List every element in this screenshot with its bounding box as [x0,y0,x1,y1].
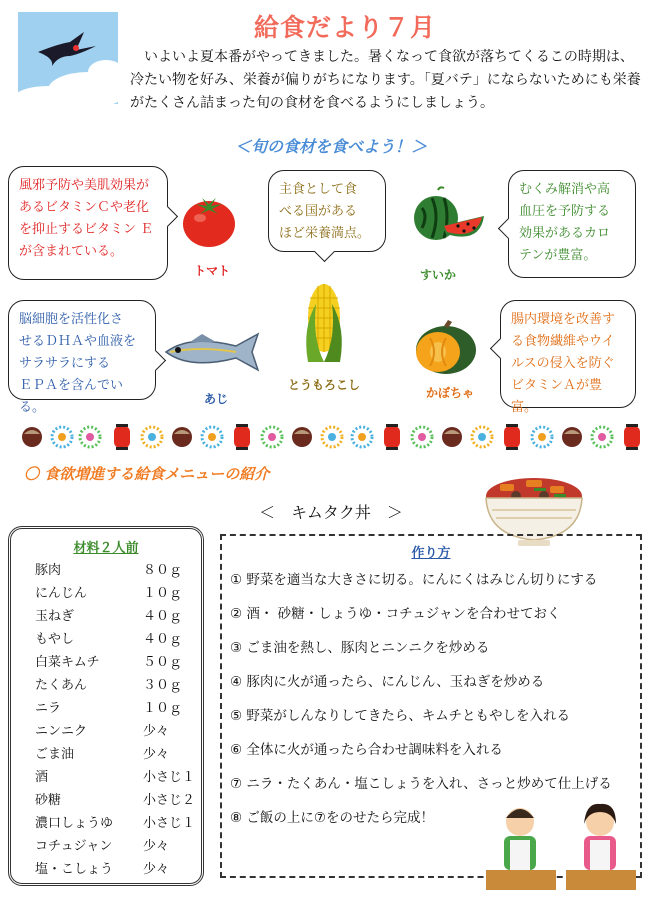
recipe-step: ⑦ ニラ・たくあん・塩こしょうを入れ、さっと炒めて仕上げる [230,776,612,792]
recipe-step: ⑧ ご飯の上に⑦をのせたら完成！ [230,810,434,826]
border-fireworks-icon [142,427,162,447]
bubble-line: ほど栄養満点。 [279,226,371,241]
border-fireworks-icon [532,427,552,447]
intro-line: がたくさん詰まった旬の食材を食べるようにしましょう。 [130,95,494,111]
ingredient-row [35,858,205,877]
ingredient-row [35,766,205,785]
newsletter-title: 給食だより７月 [253,13,436,42]
corn-bubble [268,170,386,252]
ingredient-amount: ４０ｇ [143,632,183,647]
border-fireworks-icon [592,427,612,447]
menu-heading: 〇 食欲増進する給食メニューの紹介 [24,465,270,483]
corn-label: とうもろこし [288,378,361,392]
bubble-line: せるＤＨＡや血液を [19,334,137,349]
watermelon-label: すいか [420,268,457,282]
ingredient-row [35,628,205,647]
border-fireworks-icon [412,427,432,447]
ingredient-name: コチュジャン [35,839,113,854]
bubble-line: 主食として食 [279,182,358,197]
bubble-line: を抑止するビタミン Ｅ [19,222,154,237]
border-chestnut-icon [172,427,192,447]
ingredient-name: 白菜キムチ [35,655,100,670]
ingredient-amount: ５０ｇ [143,655,183,670]
bubble-line: ＥＰＡを含んでいる。 [19,378,124,415]
recipe-step: ⑥ 全体に火が通ったら合わせ調味料を入れる [230,742,503,758]
tomato-label: トマト [194,264,231,278]
aji-label: あじ [204,392,229,406]
ingredient-row [35,789,205,808]
watermelon-icon [410,186,486,248]
ingredient-row [35,697,205,716]
tomato-icon [180,192,238,250]
ingredient-name: もやし [35,632,75,647]
border-fireworks-icon [262,427,282,447]
recipe-step: ② 酒・ 砂糖・しょうゆ・コチュジャンを合わせておく [230,606,561,622]
ingredient-name: ごま油 [35,747,75,762]
pumpkin-icon [408,316,478,376]
dish-title: ＜ キムタク丼 ＞ [259,503,403,522]
bubble-line: 腸内環境を改善す [511,312,616,327]
ingredient-amount: ３０ｇ [143,678,183,693]
ingredient-name: にんじん [35,586,88,601]
ingredient-name: 濃口しょうゆ [35,816,114,831]
ingredient-row [35,812,205,831]
ingredient-amount: 少々 [143,839,170,854]
border-fireworks-icon [322,427,342,447]
ingredient-amount: 小さじ１ [143,816,196,831]
border-fireworks-icon [352,427,372,447]
intro-paragraph [130,46,650,115]
ingredient-row [35,559,205,578]
ingredient-row [35,605,205,624]
recipe-step: ⑤ 野菜がしんなりしてきたら、キムチともやしを入れる [230,708,570,724]
border-chestnut-icon [22,427,42,447]
border-lantern-icon [234,424,250,450]
border-fireworks-icon [80,427,100,447]
ingredient-row [35,835,205,854]
tomato-bubble [8,166,168,280]
kabocha-bubble [500,300,636,415]
bubble-line: むくみ解消や高 [519,182,611,197]
ingredient-name: 酒 [35,770,49,785]
border-lantern-icon [114,424,130,450]
ingredient-name: たくあん [35,678,88,693]
border-lantern-icon [384,424,400,450]
decorative-border [18,422,646,452]
ingredient-row [35,651,205,670]
border-chestnut-icon [442,427,462,447]
bubble-line: サラサラにする [19,356,111,371]
ingredient-amount: １０ｇ [143,586,183,601]
recipe-step: ① 野菜を適当な大きさに切る。にんにくはみじん切りにする [230,572,598,588]
border-fireworks-icon [52,427,72,447]
steps-heading: 作り方 [411,546,451,561]
bubble-line: 効果があるカロ [519,226,611,241]
ingredient-amount: 少々 [143,724,170,739]
intro-line: 冷たい物を好み、栄養が偏りがちになります。「夏バテ」にならないためにも栄養 [130,72,641,88]
bubble-line: ルスの侵入を防ぐ [511,356,615,371]
bubble-line: る食物繊維やウイ [511,334,615,349]
horse-mackerel-icon [160,328,272,376]
cooking-kids-icon [486,800,636,892]
seasonal-heading: ＜旬の食材を食べよう！＞ [234,137,427,156]
ingredient-amount: １０ｇ [143,701,183,716]
recipe-step: ④ 豚肉に火が通ったら、にんじん、玉ねぎを炒める [230,674,545,690]
ingredient-amount: 小さじ２ [143,793,196,808]
ingredient-name: ニンニク [35,724,88,739]
bubble-line: 脳細胞を活性化さ [19,312,124,327]
watermelon-bubble [508,170,636,278]
recipe-step: ③ ごま油を熱し、豚肉とニンニクを炒める [230,640,490,656]
intro-line: いよいよ夏本番がやってきました。暑くなって食欲が落ちてくるこの時期は、 [130,49,634,65]
ingredient-name: 塩・こしょう [35,862,114,877]
bubble-line: 血圧を予防する [519,204,611,219]
ingredient-row [35,743,205,762]
ingredient-amount: 少々 [143,862,170,877]
border-lantern-icon [624,424,640,450]
ingredient-name: 豚肉 [35,563,62,578]
bubble-line: 風邪予防や美肌効果が [19,178,150,193]
border-chestnut-icon [292,427,312,447]
ingredient-name: 玉ねぎ [35,609,75,624]
border-chestnut-icon [562,427,582,447]
ingredient-amount: 少々 [143,747,170,762]
border-lantern-icon [504,424,520,450]
bubble-line: あるビタミンＣや老化 [19,200,150,215]
ingredient-amount: 小さじ１ [143,770,196,785]
ingredients-box [8,526,204,886]
swallow-sky-icon [18,12,118,104]
bubble-line: テンが豊富。 [519,248,597,263]
ingredient-amount: ４０ｇ [143,609,183,624]
bubble-line: ビタミンＡが豊富。 [511,378,603,415]
ingredients-heading: 材料２人前 [73,541,139,556]
ingredient-row [35,720,205,739]
bubble-line: べる国がある [279,204,358,219]
aji-bubble [8,300,156,415]
ingredient-name: ニラ [35,701,62,716]
border-fireworks-icon [472,427,492,447]
ingredient-row [35,582,205,601]
kabocha-label: かぼちゃ [426,386,475,400]
corn-icon [298,278,350,366]
ingredient-amount: ８０ｇ [143,563,183,578]
border-fireworks-icon [202,427,222,447]
ingredient-name: 砂糖 [35,793,62,808]
bubble-line: が含まれている。 [19,244,124,259]
ingredient-row [35,674,205,693]
